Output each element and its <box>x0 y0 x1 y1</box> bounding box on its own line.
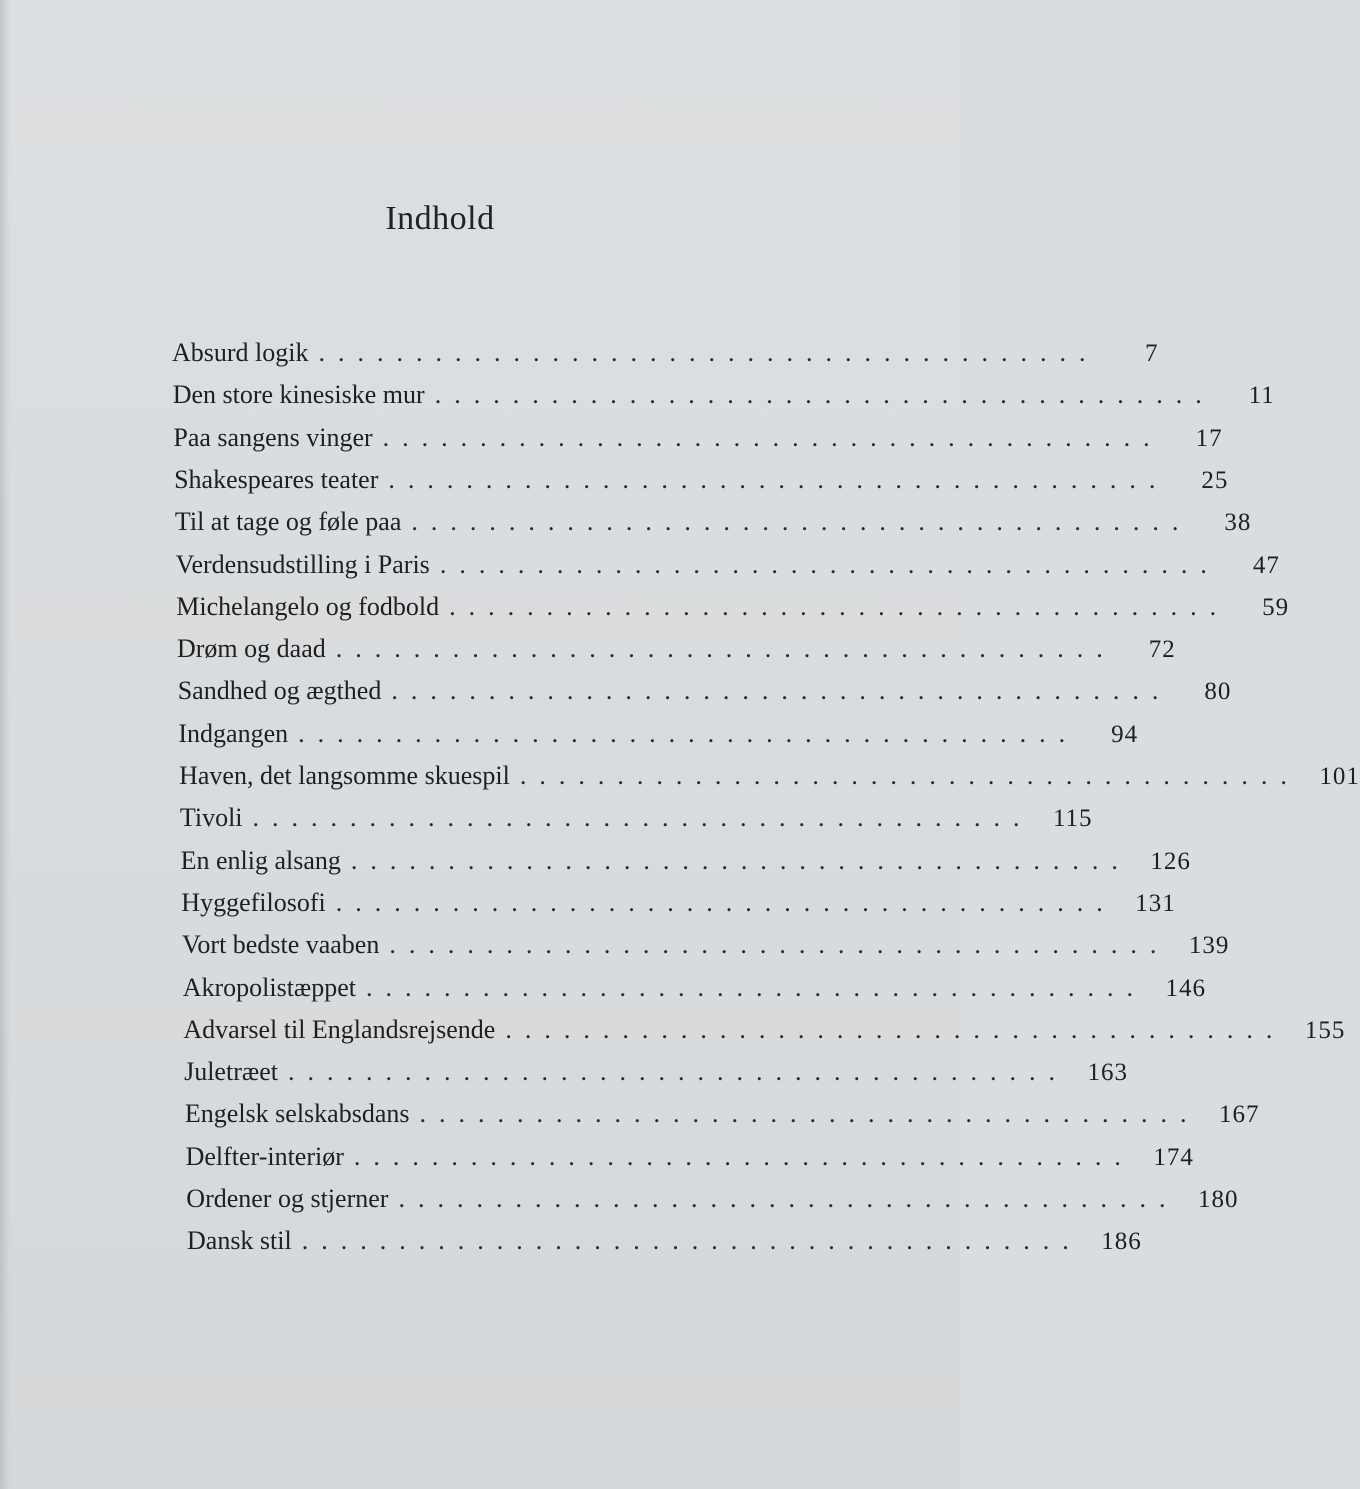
page-title: Indhold <box>385 200 495 237</box>
toc-entry-title: Den store kinesiske mur <box>172 380 425 410</box>
toc-entry <box>182 967 1207 1009</box>
toc-entry-title: Advarsel til Englandsrejsende <box>183 1014 496 1044</box>
toc-entry <box>175 544 1280 586</box>
toc-dot-leader: ........................................ <box>298 718 1079 748</box>
toc-dot-leader: ........................................ <box>350 845 1131 875</box>
toc-dot-leader: ........................................ <box>335 634 1116 664</box>
toc-entry-page-number: 146 <box>1165 974 1207 1002</box>
toc-dot-leader: ........................................ <box>318 338 1099 367</box>
toc-entry-title: Paa sangens vinger <box>173 422 373 452</box>
toc-entry-page-number: 167 <box>1218 1101 1260 1129</box>
toc-entry-page-number: 174 <box>1153 1143 1194 1171</box>
toc-dot-leader: ........................................ <box>353 1141 1134 1171</box>
toc-entry-title: Dansk stil <box>187 1226 292 1256</box>
toc-entry-title: Hyggefilosofi <box>181 887 326 917</box>
toc-entry-page-number: 163 <box>1087 1059 1128 1087</box>
toc-entry <box>179 755 1360 797</box>
toc-dot-leader: ........................................ <box>366 972 1147 1002</box>
toc-dot-leader: ........................................ <box>287 1057 1068 1087</box>
toc-entry <box>181 882 1176 924</box>
toc-entry-page-number: 59 <box>1262 593 1290 621</box>
toc-entry-page-number: 94 <box>1111 720 1139 748</box>
toc-entry-title: Haven, det langsomme skuespil <box>179 761 510 790</box>
toc-entry <box>183 1009 1346 1051</box>
toc-entry-title: Til at tage og føle paa <box>174 507 402 537</box>
toc-entry <box>172 374 1275 416</box>
toc-entry <box>174 459 1229 501</box>
toc-entry-page-number: 139 <box>1188 932 1230 960</box>
toc-entry-title: Verdensudstilling i Paris <box>175 549 430 579</box>
toc-entry-page-number: 101 <box>1319 763 1360 790</box>
toc-entry-title: Michelangelo og fodbold <box>176 591 440 621</box>
toc-entry <box>172 332 1159 374</box>
toc-entry-page-number: 38 <box>1224 509 1252 537</box>
toc-dot-leader: ........................................ <box>439 549 1220 579</box>
toc-entry <box>173 417 1223 459</box>
toc-dot-leader: ........................................ <box>388 464 1169 494</box>
toc-entry-title: En enlig alsang <box>180 845 341 875</box>
toc-entry-page-number: 17 <box>1195 424 1223 452</box>
toc-entry <box>186 1178 1239 1220</box>
toc-entry-title: Ordener og stjerner <box>186 1184 389 1213</box>
toc-entry <box>182 924 1230 966</box>
toc-entry-page-number: 155 <box>1304 1016 1346 1044</box>
toc-entry-page-number: 126 <box>1150 847 1191 875</box>
toc-entry <box>176 586 1290 628</box>
toc-entry-page-number: 115 <box>1052 805 1093 833</box>
toc-entry-title: Engelsk selskabsdans <box>184 1099 410 1129</box>
toc-entry <box>177 628 1176 670</box>
toc-entry-page-number: 186 <box>1101 1228 1142 1256</box>
toc-dot-leader: ........................................ <box>335 887 1116 917</box>
toc-entry-title: Sandhed og ægthed <box>177 676 382 706</box>
toc-entry <box>184 1093 1260 1135</box>
toc-entry-page-number: 180 <box>1197 1186 1239 1213</box>
toc-entry <box>174 501 1252 543</box>
toc-entry-title: Akropolistæppet <box>182 972 357 1002</box>
toc-entry <box>184 1051 1128 1093</box>
toc-dot-leader: ........................................ <box>434 380 1215 410</box>
toc-entry <box>185 1136 1194 1178</box>
toc-entry-title: Indgangen <box>178 718 289 748</box>
toc-entry-page-number: 80 <box>1204 678 1232 706</box>
toc-entry <box>178 713 1139 755</box>
toc-entry-title: Juletræet <box>184 1057 278 1087</box>
toc-entry-title: Delfter-interiør <box>185 1141 344 1171</box>
toc-entry <box>180 840 1191 882</box>
toc-entry-title: Shakespeares teater <box>174 464 379 494</box>
toc-dot-leader: ........................................ <box>389 930 1170 960</box>
toc-dot-leader: ........................................ <box>411 507 1192 537</box>
toc-entry-title: Tivoli <box>179 803 243 833</box>
toc-entry <box>177 670 1232 712</box>
toc-dot-leader: ........................................ <box>301 1226 1082 1256</box>
toc-dot-leader: ........................................ <box>398 1184 1179 1213</box>
toc-entry <box>179 797 1093 839</box>
toc-entry-page-number: 47 <box>1252 551 1280 579</box>
toc-dot-leader: ........................................ <box>419 1099 1200 1129</box>
table-of-contents <box>0 332 1360 1256</box>
toc-entry-page-number: 25 <box>1201 466 1229 494</box>
toc-entry-page-number: 131 <box>1135 889 1176 917</box>
toc-dot-leader: ........................................ <box>382 422 1163 452</box>
toc-entry-title: Absurd logik <box>172 338 309 367</box>
toc-entry-title: Vort bedste vaaben <box>182 930 380 960</box>
toc-dot-leader: ........................................ <box>391 676 1172 706</box>
toc-entry-page-number: 72 <box>1148 636 1176 664</box>
toc-dot-leader: ........................................ <box>449 591 1230 621</box>
toc-entry-page-number: 11 <box>1248 382 1275 410</box>
toc-entry-page-number: 7 <box>1145 340 1159 367</box>
toc-entry-title: Drøm og daad <box>177 634 326 664</box>
toc-entry <box>187 1220 1142 1262</box>
toc-dot-leader: ........................................ <box>505 1014 1286 1044</box>
toc-dot-leader: ........................................ <box>252 803 1033 833</box>
toc-dot-leader: ........................................ <box>519 761 1300 790</box>
